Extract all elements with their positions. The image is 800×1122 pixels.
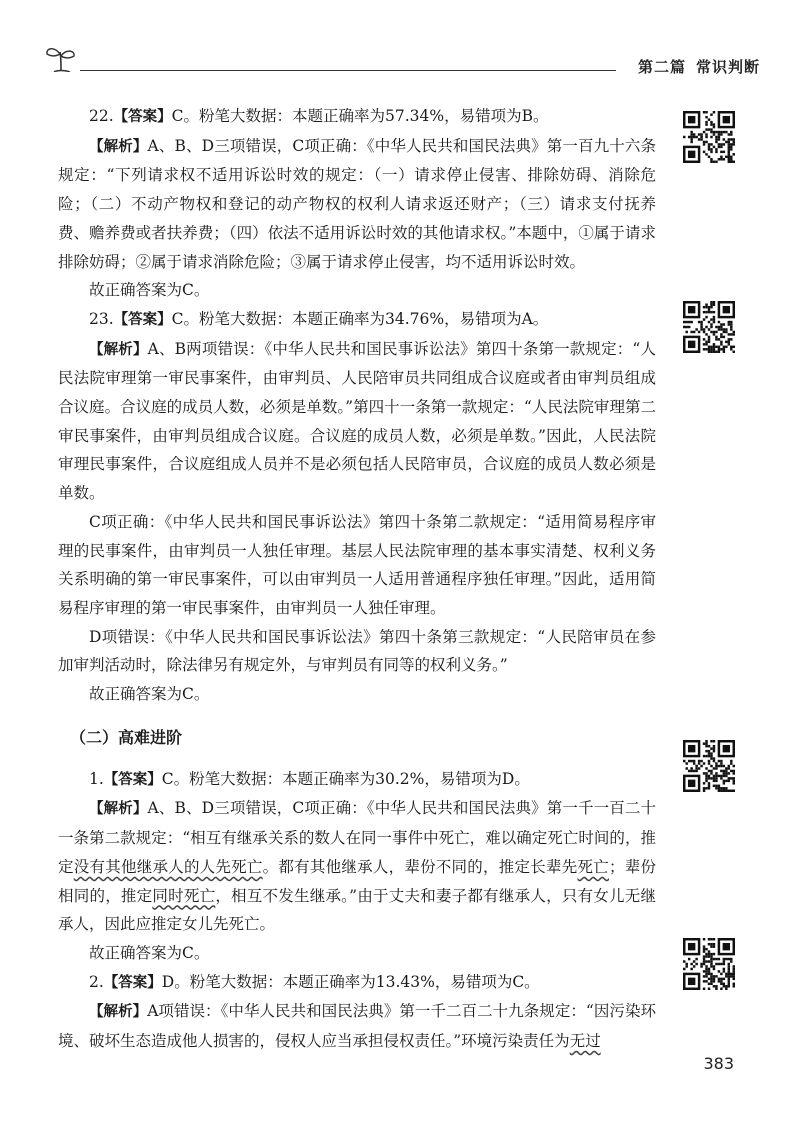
answer-label: 【答案】 bbox=[113, 311, 172, 328]
analysis-text: A、B、D三项错误，C项正确：《中华人民共和国民法典》第一百九十六条规定：“下列请求权不适用诉讼时效的规定：（一）请求停止侵害、排除妨碍、消除危险；（二）不动产物权和登记的动产物权的权利人请求返还财产；（三）请求支付抚养费、赡养费或者扶养费；（四）依法不适用诉讼时效的其他请求权。”本题中，①属于请求排除妨碍；②属于请求消除危险；③属于请求停止侵害，均不适用诉讼时效。 bbox=[58, 136, 657, 271]
underlined-text: 无过 bbox=[569, 1032, 601, 1051]
analysis-text: ；辈份相同的，推定 bbox=[58, 857, 656, 905]
qr-code-22 bbox=[683, 111, 735, 163]
underlined-text: 死亡 bbox=[577, 857, 609, 876]
conclusion: 故正确答案为C。 bbox=[89, 685, 210, 704]
answer-label: 【答案】 bbox=[103, 974, 162, 991]
analysis-text: A项错误：《中华人民共和国民法典》第一千二百二十九条规定：“因污染环境、破坏生态造成他人损害的，侵权人应当承担侵权责任。”环境污染责任为 bbox=[58, 1002, 657, 1051]
answer-text: D。粉笔大数据：本题正确率为13.43%，易错项为C。 bbox=[161, 972, 540, 991]
answer-label: 【答案】 bbox=[103, 771, 162, 788]
analysis-paragraph bbox=[58, 997, 656, 1055]
analysis-label: 【解析】 bbox=[89, 1004, 148, 1021]
page-header bbox=[44, 34, 760, 78]
answer-text: C。粉笔大数据：本题正确率为30.2%，易错项为D。 bbox=[161, 769, 530, 788]
analysis-paragraph bbox=[58, 132, 656, 277]
header-part: 第二篇 bbox=[637, 58, 686, 76]
qr-code-1 bbox=[683, 740, 735, 792]
answer-line bbox=[58, 305, 656, 335]
question-number: 1. bbox=[89, 769, 104, 788]
analysis-text: A、B两项错误：《中华人民共和国民事诉讼法》第四十条第一款规定：“人民法院审理第一审民事案件，由审判员、人民陪审员共同组成合议庭或者由审判员组成合议庭。合议庭的成员人数，必须是单数。”第四十一条第一款规定：“人民法院审理第二审民事案件，由审判员组成合议庭。合议庭的成员人数，必须是单数。”因此，人民法院审理民事案件，合议庭组成人员并不是必须包括人民陪审员，合议庭的成员人数必须是单数。 bbox=[58, 339, 656, 503]
section-title: （二）高难进阶 bbox=[70, 727, 183, 747]
page-number: 383 bbox=[703, 1054, 734, 1073]
answer-line bbox=[58, 102, 656, 132]
question-number: 22. bbox=[89, 107, 114, 125]
header-chapter: 常识判断 bbox=[695, 58, 760, 76]
analysis-paragraph: D项错误：《中华人民共和国民事诉讼法》第四十条第三款规定：“人民陪审员在参加审判活动时，除法律另有规定外，与审判员有同等的权利义务。” bbox=[58, 627, 656, 675]
analysis-paragraph: C项正确：《中华人民共和国民事诉讼法》第四十条第二款规定：“适用简易程序审理的民事案件，由审判员一人独任审理。基层人民法院审理的基本事实清楚、权利义务关系明确的第一审民事案件，可以由审判员一人适用普通程序独任审理。”因此，适用简易程序审理的第一审民事案件，由审判员一人独任审理。 bbox=[58, 512, 656, 617]
header-rule bbox=[80, 70, 616, 71]
answer-line bbox=[58, 968, 656, 998]
analysis-paragraph bbox=[58, 335, 656, 508]
header-title bbox=[638, 56, 760, 77]
question-number: 23. bbox=[89, 309, 114, 328]
page-content bbox=[58, 102, 656, 1056]
qr-code-23 bbox=[683, 301, 735, 353]
analysis-paragraph bbox=[58, 794, 656, 939]
conclusion: 故正确答案为C。 bbox=[89, 281, 210, 300]
analysis-text: ，相互不发生继承。”由于丈夫和妻子都有继承人，只有女儿无继承人，因此应推定女儿先死亡。 bbox=[58, 886, 656, 934]
qr-code-2 bbox=[683, 938, 735, 990]
answer-text: C。粉笔大数据：本题正确率为34.76%，易错项为A。 bbox=[171, 309, 549, 328]
answer-text: C。粉笔大数据：本题正确率为57.34%，易错项为B。 bbox=[171, 107, 549, 125]
analysis-label: 【解析】 bbox=[89, 341, 148, 358]
analysis-label: 【解析】 bbox=[89, 138, 148, 155]
answer-line bbox=[58, 765, 656, 795]
conclusion: 故正确答案为C。 bbox=[89, 943, 210, 962]
analysis-label: 【解析】 bbox=[89, 801, 148, 818]
analysis-text: 。都有其他继承人，辈份不同的，推定长辈先 bbox=[262, 857, 578, 876]
question-number: 2. bbox=[89, 972, 104, 991]
answer-label: 【答案】 bbox=[113, 109, 172, 125]
underlined-text: 没有其他继承人的人先死亡 bbox=[73, 857, 263, 876]
underlined-text: 同时死亡 bbox=[152, 886, 216, 905]
analysis-text: A、B、D三项错误，C项正确：《中华人民共和国民法典》第一千一百二十一条第二款规定：“相互有继承关系的数人在同一事件中死亡，难以确定死亡时间的，推定 bbox=[58, 799, 657, 876]
sprout-icon bbox=[44, 42, 78, 72]
